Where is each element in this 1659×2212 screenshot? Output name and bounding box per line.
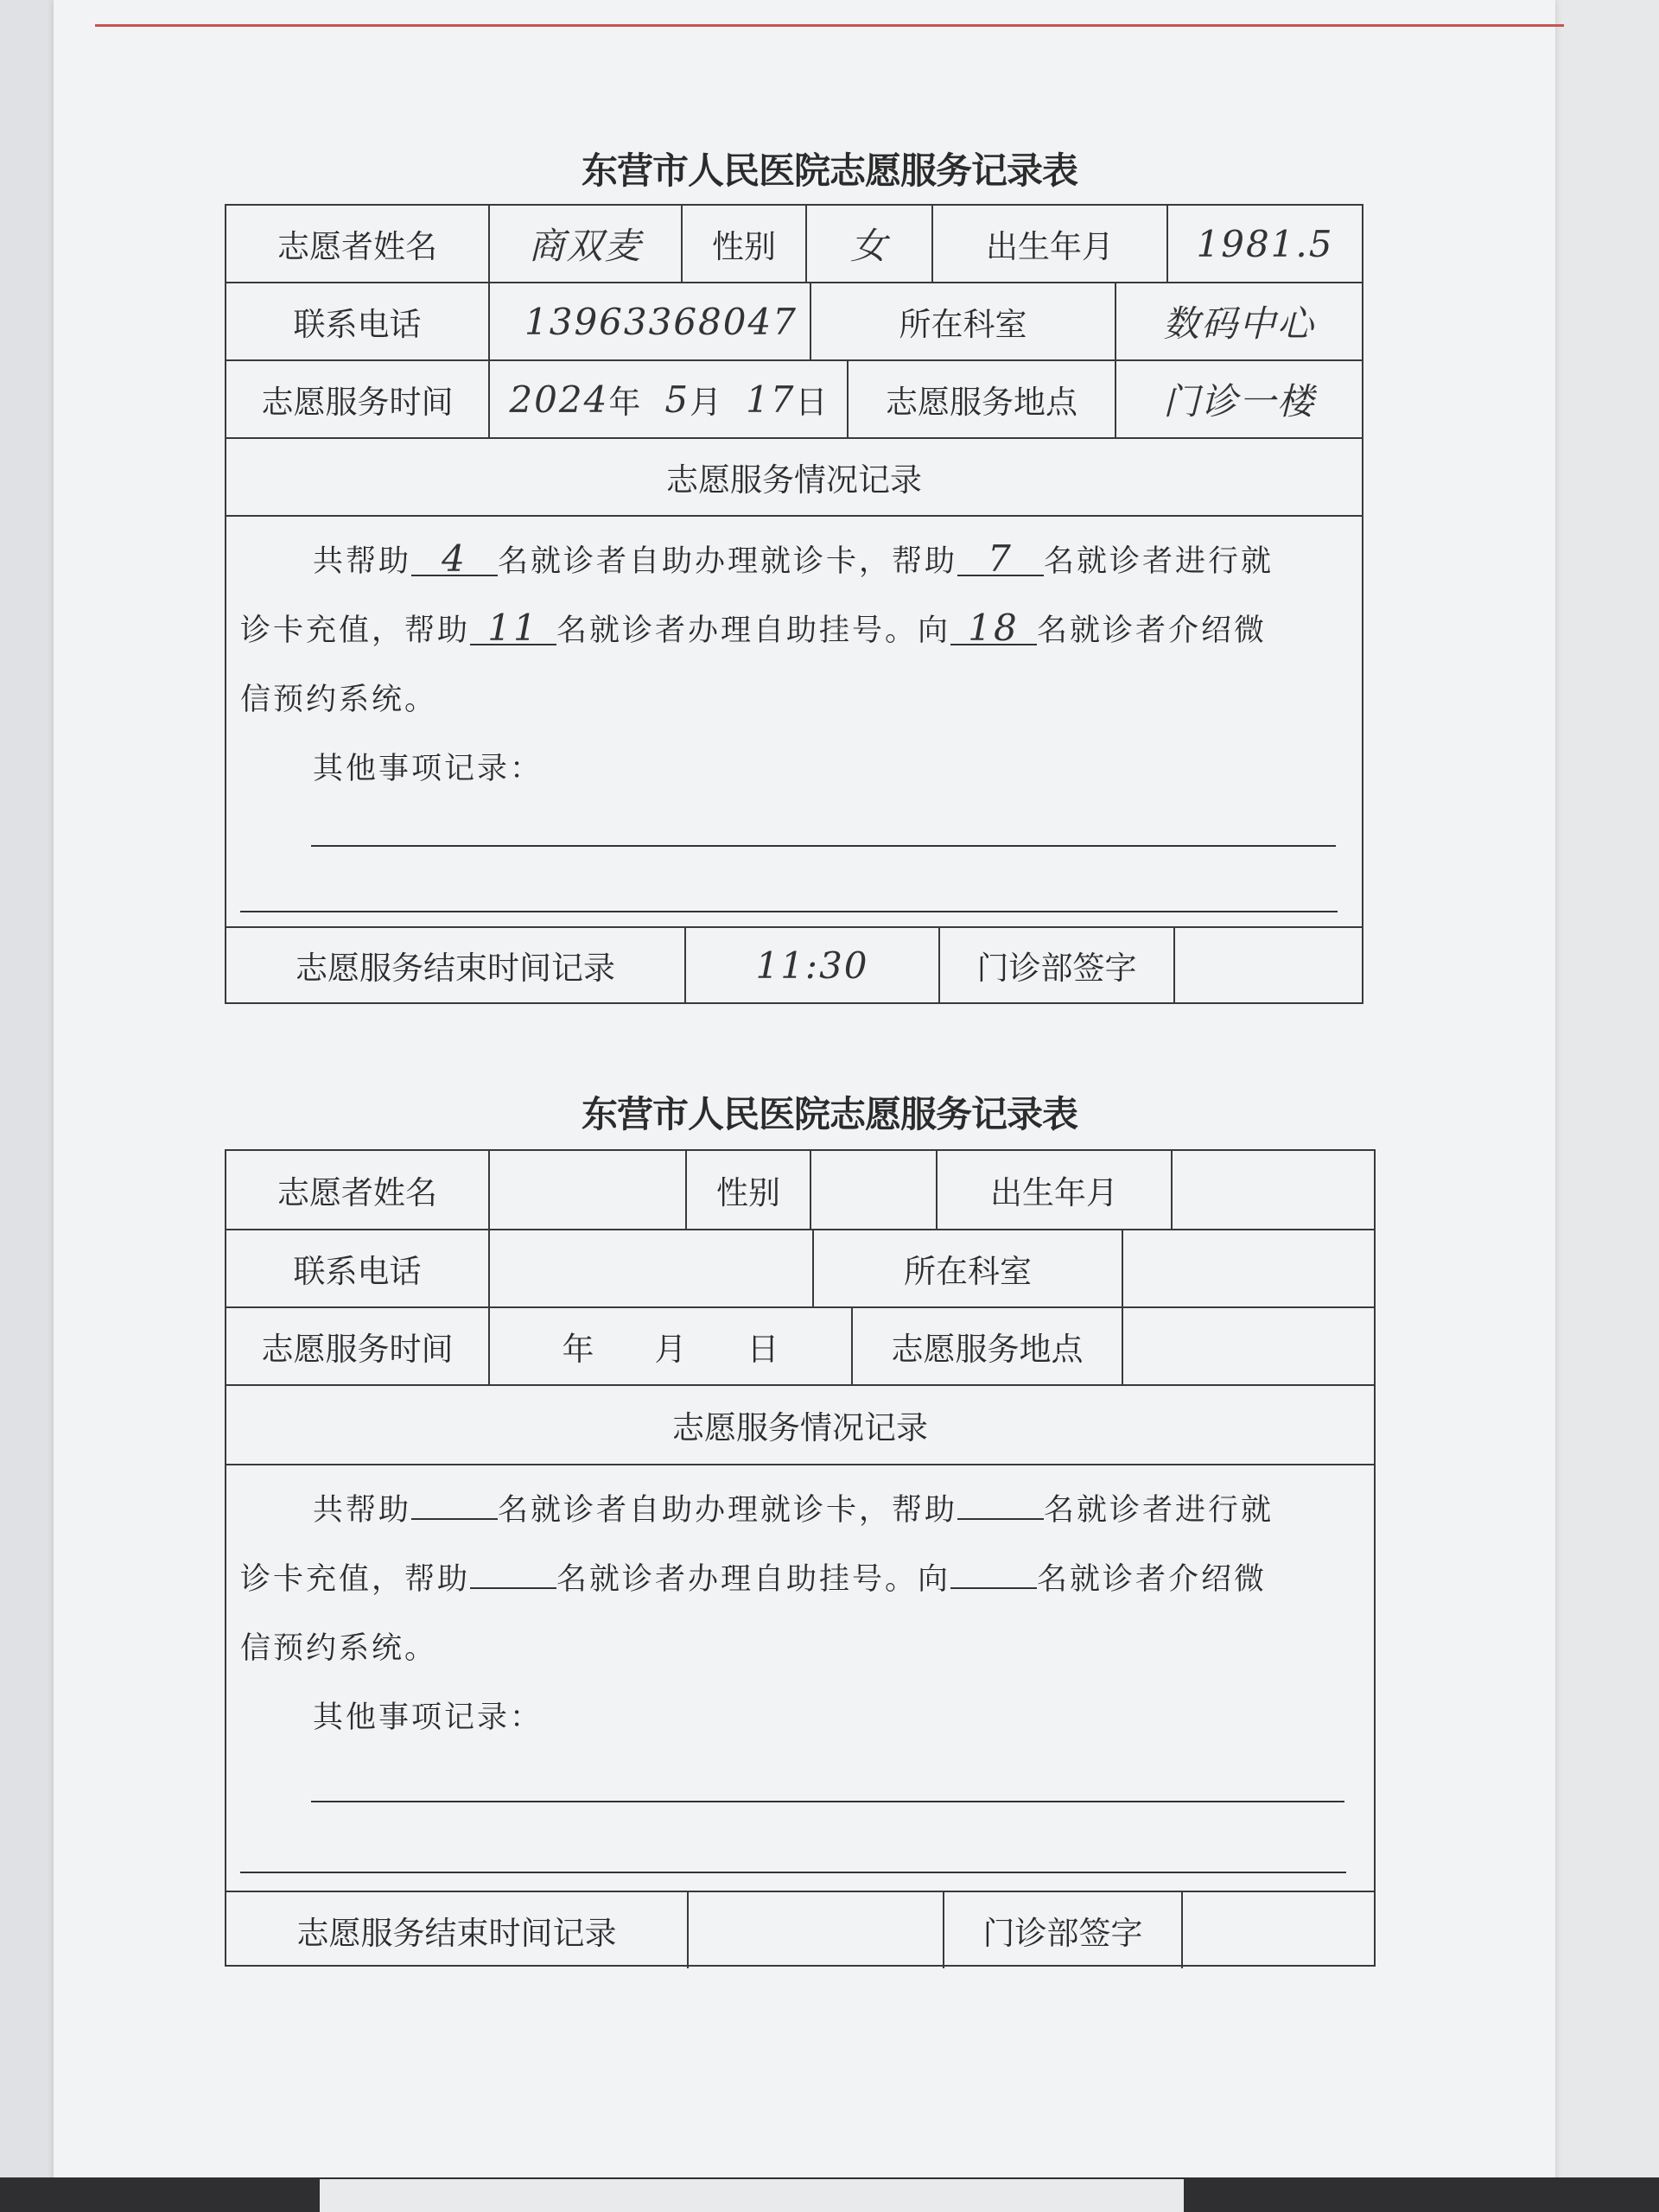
top-red-rule: [95, 24, 1564, 27]
field-dept[interactable]: [1122, 1230, 1374, 1306]
year-label: 年: [562, 1331, 594, 1368]
blank-recharge[interactable]: [957, 1518, 1044, 1520]
field-birth[interactable]: 1981.5: [1166, 206, 1362, 282]
form-2-row-service: [226, 1308, 1374, 1386]
other-items-line-2[interactable]: [240, 1872, 1346, 1873]
blank-wechat[interactable]: 18: [950, 613, 1037, 645]
form-1-row-service: [226, 361, 1362, 439]
blank-cards[interactable]: 4: [411, 543, 498, 576]
day-label: 日: [747, 1331, 779, 1368]
service-year: 2024: [509, 378, 609, 421]
field-signature[interactable]: [1181, 1892, 1374, 1968]
label-birth: 出生年月: [931, 206, 1166, 282]
field-phone[interactable]: [488, 1230, 812, 1306]
other-items-line-1[interactable]: [311, 845, 1336, 847]
form-2-record-body: [226, 1465, 1374, 1892]
label-birth: 出生年月: [936, 1151, 1171, 1229]
form-2-row-end: [226, 1892, 1374, 1968]
form-2-table: [225, 1149, 1376, 1967]
label-gender: 性别: [681, 206, 805, 282]
blank-registration[interactable]: [470, 1587, 556, 1589]
other-items-label: 其他事项记录：: [313, 1700, 543, 1735]
label-service-place: 志愿服务地点: [851, 1308, 1122, 1384]
label-phone: 联系电话: [293, 306, 422, 343]
label-service-place: 志愿服务地点: [847, 361, 1115, 437]
label-dept: 所在科室: [810, 283, 1115, 359]
record-line-1: [240, 537, 1346, 581]
field-service-place[interactable]: [1122, 1308, 1374, 1384]
field-phone[interactable]: 13963368047: [488, 283, 810, 359]
record-line-3: 信预约系统。: [240, 683, 438, 717]
month-label: 月: [654, 1331, 687, 1368]
other-items-line-1[interactable]: [311, 1801, 1344, 1802]
blank-wechat[interactable]: [950, 1587, 1037, 1589]
label-end-time: 志愿服务结束时间记录: [296, 1915, 617, 1952]
form-2-row-record-header: [226, 1386, 1374, 1465]
month-label: 月: [690, 384, 722, 421]
record-line-2: [240, 1555, 1358, 1599]
form-1-row-record-header: [226, 439, 1362, 517]
label-service-time: 志愿服务时间: [261, 1331, 454, 1368]
record-text: 诊卡充值，帮助: [240, 613, 471, 648]
form-2-row-phone: [226, 1230, 1374, 1308]
field-service-place[interactable]: 门诊一楼: [1115, 361, 1362, 437]
label-name: 志愿者姓名: [277, 1174, 437, 1211]
form-1-row-phone: [226, 283, 1362, 361]
field-service-date[interactable]: [488, 361, 847, 437]
record-text: 共帮助: [313, 544, 412, 579]
label-phone: 联系电话: [293, 1253, 422, 1290]
record-text: 名就诊者自助办理就诊卡，帮助: [498, 544, 958, 579]
form-1-table: [225, 204, 1363, 1004]
field-end-time[interactable]: 11:30: [684, 928, 938, 1002]
blank-recharge[interactable]: 7: [957, 543, 1044, 576]
field-birth[interactable]: [1171, 1151, 1374, 1229]
record-line-1: [240, 1486, 1358, 1529]
year-label: 年: [608, 384, 641, 421]
record-text: 名就诊者介绍微: [1037, 1562, 1268, 1597]
service-day: 17: [746, 378, 796, 421]
record-text: 诊卡充值，帮助: [240, 1562, 471, 1597]
record-line-3: 信预约系统。: [240, 1631, 438, 1666]
field-gender[interactable]: [810, 1151, 936, 1229]
label-signature: 门诊部签字: [938, 928, 1173, 1002]
record-line-2: [240, 607, 1346, 650]
label-service-time: 志愿服务时间: [261, 384, 454, 421]
label-end-time: 志愿服务结束时间记录: [296, 950, 615, 987]
record-header: 志愿服务情况记录: [672, 1409, 928, 1446]
record-text: 共帮助: [313, 1493, 412, 1528]
blank-cards[interactable]: [411, 1518, 498, 1520]
form-1-title: 东营市人民医院志愿服务记录表: [581, 149, 1077, 192]
form-2-row-name: [226, 1151, 1374, 1230]
form-1-row-end: [226, 928, 1362, 1002]
field-signature[interactable]: [1173, 928, 1362, 1002]
label-gender: 性别: [685, 1151, 810, 1229]
record-text: 名就诊者进行就: [1044, 544, 1274, 579]
other-items-line-2[interactable]: [240, 911, 1338, 912]
record-text: 名就诊者办理自助挂号。向: [556, 1562, 951, 1597]
label-dept: 所在科室: [812, 1230, 1122, 1306]
form-1-row-name: [226, 206, 1362, 283]
record-text: 名就诊者介绍微: [1037, 613, 1268, 648]
label-name: 志愿者姓名: [277, 228, 437, 265]
form-2-title: 东营市人民医院志愿服务记录表: [581, 1093, 1077, 1135]
record-text: 名就诊者自助办理就诊卡，帮助: [498, 1493, 958, 1528]
form-1-record-body: [226, 517, 1362, 928]
other-items-label: 其他事项记录：: [313, 752, 543, 786]
field-dept[interactable]: 数码中心: [1115, 283, 1362, 359]
service-month: 5: [664, 378, 690, 421]
record-text: 名就诊者办理自助挂号。向: [556, 613, 951, 648]
desk-strip: [320, 2179, 1184, 2212]
record-header: 志愿服务情况记录: [666, 461, 922, 499]
field-service-date[interactable]: [488, 1308, 851, 1384]
field-gender[interactable]: 女: [805, 206, 931, 282]
blank-registration[interactable]: 11: [470, 613, 556, 645]
record-text: 名就诊者进行就: [1044, 1493, 1274, 1528]
label-signature: 门诊部签字: [943, 1892, 1181, 1968]
field-name[interactable]: 商双麦: [488, 206, 681, 282]
field-end-time[interactable]: [687, 1892, 943, 1968]
day-label: 日: [795, 384, 828, 421]
field-name[interactable]: [488, 1151, 685, 1229]
